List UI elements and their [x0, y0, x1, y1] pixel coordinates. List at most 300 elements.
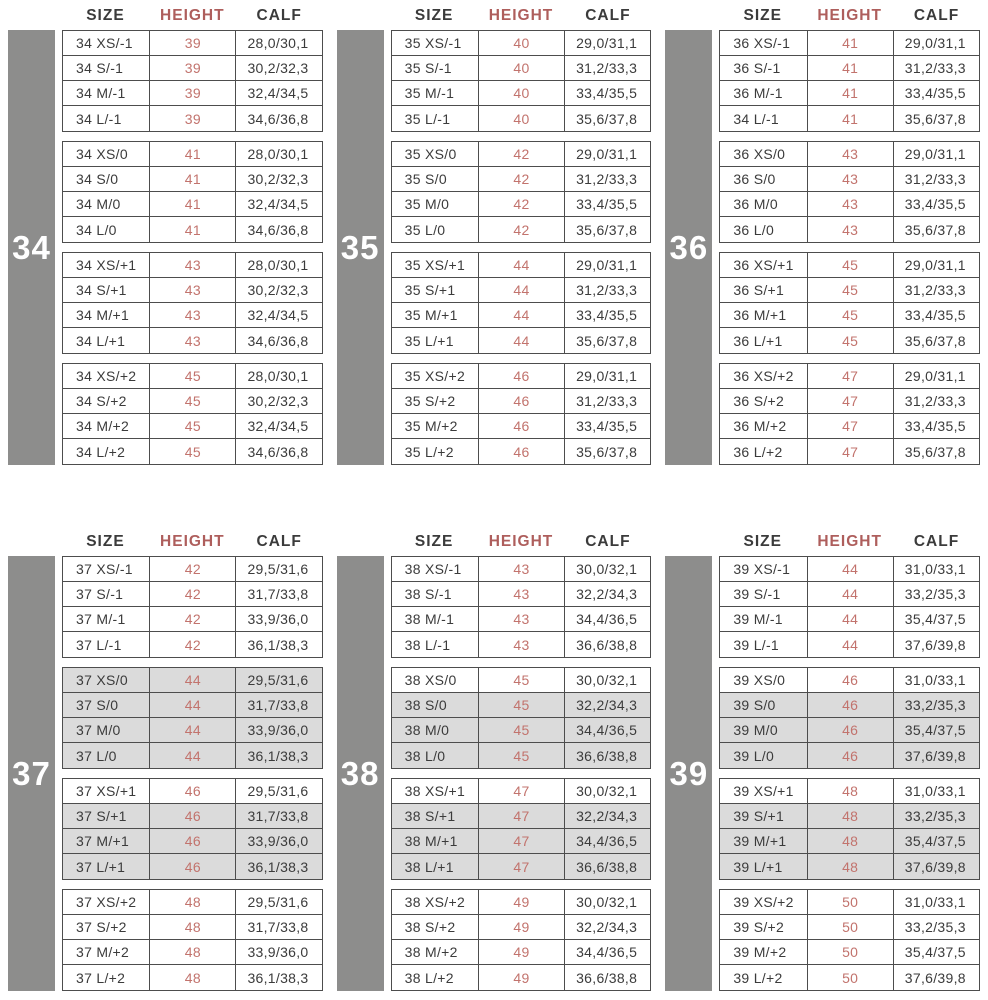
column-header-calf: CALF [585, 533, 631, 550]
row-group-3 [62, 889, 323, 991]
table-row [63, 854, 322, 879]
calf-cell: 32,4/34,5 [235, 192, 321, 216]
table-header-row [719, 528, 980, 556]
calf-cell: 32,4/34,5 [235, 414, 321, 438]
height-cell: 42 [478, 217, 564, 242]
calf-cell: 33,9/36,0 [235, 940, 321, 964]
table-row [392, 582, 651, 607]
calf-cell: 31,2/33,3 [564, 389, 650, 413]
calf-cell: 29,5/31,6 [235, 779, 321, 803]
size-band-label: 35 [340, 228, 380, 266]
size-table-36 [665, 2, 980, 465]
calf-cell: 34,4/36,5 [564, 607, 650, 631]
row-group-0 [391, 30, 652, 132]
size-band-label: 37 [12, 754, 51, 792]
row-group-1 [391, 667, 652, 769]
table-row [720, 303, 979, 328]
table-row [63, 804, 322, 829]
calf-cell: 31,2/33,3 [893, 278, 979, 302]
size-cell: 37 L/-1 [76, 636, 122, 653]
size-table-34 [8, 2, 323, 465]
table-row [63, 890, 322, 915]
table-row [63, 632, 322, 657]
size-cell: 34 L/-1 [76, 110, 122, 127]
height-cell: 41 [149, 167, 235, 191]
table-row [392, 557, 651, 582]
size-cell: 34 XS/+2 [76, 368, 137, 384]
column-header-size: SIZE [86, 7, 125, 24]
table-row [720, 167, 979, 192]
size-cell: 36 XS/-1 [733, 35, 791, 51]
row-group-0 [62, 556, 323, 658]
size-cell: 38 M/+2 [404, 944, 458, 960]
size-table-37 [8, 528, 323, 991]
size-cell: 39 S/-1 [733, 586, 781, 602]
calf-cell: 32,4/34,5 [235, 81, 321, 105]
size-cell: 34 XS/-1 [76, 35, 133, 51]
size-cell: 36 M/+2 [733, 418, 787, 434]
height-cell: 47 [807, 439, 893, 464]
height-cell: 44 [149, 743, 235, 768]
calf-cell: 28,0/30,1 [235, 364, 321, 388]
row-group-3 [719, 363, 980, 465]
row-group-0 [719, 556, 980, 658]
size-cell: 36 S/+1 [733, 282, 785, 298]
calf-cell: 35,6/37,8 [564, 328, 650, 353]
height-cell: 46 [478, 389, 564, 413]
size-cell: 39 S/+1 [733, 808, 785, 824]
height-cell: 44 [478, 303, 564, 327]
size-cell: 34 M/+2 [76, 418, 130, 434]
row-group-1 [62, 141, 323, 243]
table-row [63, 940, 322, 965]
table-row [63, 303, 322, 328]
height-cell: 44 [149, 668, 235, 692]
size-cell: 36 S/+2 [733, 393, 785, 409]
height-cell: 46 [149, 829, 235, 853]
column-header-height: HEIGHT [817, 533, 882, 550]
height-cell: 46 [478, 439, 564, 464]
height-cell: 48 [807, 779, 893, 803]
column-header-height: HEIGHT [488, 533, 554, 550]
size-cell: 37 L/+2 [76, 969, 126, 986]
table-row [392, 743, 651, 768]
table-row [63, 915, 322, 940]
calf-cell: 31,2/33,3 [893, 167, 979, 191]
table-header-row [62, 528, 323, 556]
size-band-37 [8, 556, 55, 991]
height-cell: 45 [478, 743, 564, 768]
size-cell: 34 L/-1 [733, 110, 780, 127]
height-cell: 48 [807, 829, 893, 853]
calf-cell: 31,7/33,8 [235, 582, 321, 606]
table-row [720, 607, 979, 632]
table-row [63, 81, 322, 106]
row-group-0 [391, 556, 652, 658]
size-cell: 38 S/+2 [404, 919, 456, 935]
table-row [392, 217, 651, 242]
calf-cell: 34,6/36,8 [235, 439, 321, 464]
column-header-height: HEIGHT [817, 7, 882, 24]
size-cell: 39 M/0 [733, 722, 778, 738]
height-cell: 50 [807, 890, 893, 914]
table-row [720, 439, 979, 464]
height-cell: 43 [478, 607, 564, 631]
row-group-3 [719, 889, 980, 991]
size-cell: 37 S/0 [76, 697, 119, 713]
height-cell: 46 [478, 364, 564, 388]
height-cell: 40 [478, 56, 564, 80]
table-row [720, 718, 979, 743]
size-cell: 35 M/+2 [404, 418, 458, 434]
row-group-3 [391, 889, 652, 991]
height-cell: 44 [478, 253, 564, 277]
calf-cell: 33,2/35,3 [893, 804, 979, 828]
size-cell: 35 L/0 [404, 221, 446, 238]
size-cell: 37 XS/0 [76, 672, 128, 688]
height-cell: 40 [478, 106, 564, 131]
calf-cell: 31,0/33,1 [893, 779, 979, 803]
table-row [720, 743, 979, 768]
row-group-2 [62, 778, 323, 880]
size-table-35 [337, 2, 652, 465]
size-cell: 34 S/+2 [76, 393, 127, 409]
height-cell: 43 [149, 303, 235, 327]
table-row [720, 328, 979, 353]
height-cell: 43 [807, 192, 893, 216]
calf-cell: 31,7/33,8 [235, 693, 321, 717]
calf-cell: 30,2/32,3 [235, 278, 321, 302]
height-cell: 44 [149, 693, 235, 717]
calf-cell: 33,9/36,0 [235, 718, 321, 742]
column-header-size: SIZE [86, 533, 125, 550]
height-cell: 41 [807, 106, 893, 131]
size-cell: 34 S/0 [76, 171, 119, 187]
row-group-3 [62, 363, 323, 465]
calf-cell: 31,0/33,1 [893, 668, 979, 692]
column-header-size: SIZE [743, 7, 782, 24]
height-cell: 46 [149, 854, 235, 879]
table-row [392, 167, 651, 192]
calf-cell: 36,6/38,8 [564, 632, 650, 657]
size-chart-table [719, 528, 980, 991]
calf-cell: 35,6/37,8 [893, 328, 979, 353]
size-chart-table [391, 2, 652, 465]
size-cell: 39 M/+1 [733, 833, 787, 849]
row-group-0 [62, 30, 323, 132]
calf-cell: 29,0/31,1 [893, 142, 979, 166]
height-cell: 45 [807, 328, 893, 353]
size-chart-table [62, 528, 323, 991]
size-cell: 39 L/+1 [733, 858, 783, 875]
row-group-1 [391, 141, 652, 243]
height-cell: 43 [149, 278, 235, 302]
calf-cell: 31,2/33,3 [893, 56, 979, 80]
size-cell: 37 XS/+1 [76, 783, 137, 799]
height-cell: 43 [807, 217, 893, 242]
table-row [63, 364, 322, 389]
height-cell: 49 [478, 940, 564, 964]
size-cell: 39 XS/+2 [733, 894, 794, 910]
calf-cell: 30,2/32,3 [235, 56, 321, 80]
size-cell: 38 XS/0 [404, 672, 457, 688]
calf-cell: 35,4/37,5 [893, 718, 979, 742]
size-cell: 37 M/+2 [76, 944, 130, 960]
height-cell: 48 [149, 915, 235, 939]
calf-cell: 34,4/36,5 [564, 940, 650, 964]
size-cell: 35 S/-1 [404, 60, 452, 76]
row-group-2 [719, 252, 980, 354]
row-group-2 [62, 252, 323, 354]
calf-cell: 34,6/36,8 [235, 328, 321, 353]
calf-cell: 30,2/32,3 [235, 167, 321, 191]
size-cell: 36 L/+2 [733, 443, 783, 460]
size-cell: 39 S/+2 [733, 919, 785, 935]
column-header-height: HEIGHT [160, 533, 225, 550]
calf-cell: 29,5/31,6 [235, 557, 321, 581]
height-cell: 46 [149, 779, 235, 803]
row-group-2 [391, 778, 652, 880]
calf-cell: 33,9/36,0 [235, 829, 321, 853]
size-cell: 38 XS/+2 [404, 894, 466, 910]
height-cell: 47 [807, 364, 893, 388]
size-cell: 36 S/0 [733, 171, 776, 187]
calf-cell: 33,4/35,5 [893, 414, 979, 438]
height-cell: 50 [807, 965, 893, 990]
calf-cell: 30,0/32,1 [564, 668, 650, 692]
height-cell: 41 [807, 81, 893, 105]
table-header-row [391, 528, 652, 556]
size-cell: 36 XS/0 [733, 146, 786, 162]
calf-cell: 37,6/39,8 [893, 632, 979, 657]
size-cell: 37 S/-1 [76, 586, 124, 602]
table-row [720, 364, 979, 389]
height-cell: 46 [807, 718, 893, 742]
size-cell: 39 M/+2 [733, 944, 787, 960]
size-cell: 38 M/+1 [404, 833, 458, 849]
table-row [392, 278, 651, 303]
table-row [720, 668, 979, 693]
height-cell: 43 [807, 142, 893, 166]
size-cell: 38 M/-1 [404, 611, 455, 627]
table-row [392, 192, 651, 217]
table-row [392, 56, 651, 81]
row-group-2 [391, 252, 652, 354]
calf-cell: 29,0/31,1 [564, 364, 650, 388]
table-row [392, 779, 651, 804]
calf-cell: 31,2/33,3 [564, 278, 650, 302]
height-cell: 44 [478, 328, 564, 353]
height-cell: 41 [149, 142, 235, 166]
size-cell: 38 L/0 [404, 747, 446, 764]
height-cell: 39 [149, 56, 235, 80]
calf-cell: 32,4/34,5 [235, 303, 321, 327]
height-cell: 47 [478, 854, 564, 879]
column-header-calf: CALF [256, 7, 302, 24]
calf-cell: 35,6/37,8 [893, 439, 979, 464]
size-cell: 37 XS/-1 [76, 561, 133, 577]
height-cell: 46 [807, 743, 893, 768]
calf-cell: 30,2/32,3 [235, 389, 321, 413]
calf-cell: 31,7/33,8 [235, 915, 321, 939]
calf-cell: 33,2/35,3 [893, 582, 979, 606]
height-cell: 42 [478, 167, 564, 191]
size-cell: 37 XS/+2 [76, 894, 137, 910]
size-band-36 [665, 30, 712, 465]
table-row [63, 414, 322, 439]
size-cell: 39 L/0 [733, 747, 775, 764]
table-row [392, 940, 651, 965]
calf-cell: 31,0/33,1 [893, 557, 979, 581]
height-cell: 47 [478, 804, 564, 828]
calf-cell: 36,6/38,8 [564, 965, 650, 990]
size-band-39 [665, 556, 712, 991]
calf-cell: 33,4/35,5 [564, 303, 650, 327]
row-group-3 [391, 363, 652, 465]
size-cell: 35 XS/-1 [404, 35, 462, 51]
calf-cell: 33,2/35,3 [893, 915, 979, 939]
row-group-0 [719, 30, 980, 132]
calf-cell: 35,4/37,5 [893, 829, 979, 853]
table-row [63, 389, 322, 414]
height-cell: 43 [807, 167, 893, 191]
table-row [63, 106, 322, 131]
height-cell: 48 [807, 804, 893, 828]
height-cell: 45 [807, 278, 893, 302]
height-cell: 42 [149, 607, 235, 631]
height-cell: 41 [807, 56, 893, 80]
column-header-calf: CALF [256, 533, 302, 550]
table-row [720, 890, 979, 915]
calf-cell: 30,0/32,1 [564, 779, 650, 803]
table-row [63, 829, 322, 854]
calf-cell: 35,6/37,8 [893, 217, 979, 242]
size-cell: 38 S/0 [404, 697, 447, 713]
column-header-size: SIZE [414, 7, 454, 24]
height-cell: 45 [478, 693, 564, 717]
table-row [720, 81, 979, 106]
table-row [720, 804, 979, 829]
calf-cell: 37,6/39,8 [893, 743, 979, 768]
table-row [392, 668, 651, 693]
size-band-35 [337, 30, 384, 465]
size-cell: 39 M/-1 [733, 611, 783, 627]
size-cell: 34 M/0 [76, 196, 121, 212]
calf-cell: 29,0/31,1 [893, 31, 979, 55]
table-row [392, 31, 651, 56]
height-cell: 45 [478, 668, 564, 692]
table-row [392, 414, 651, 439]
size-cell: 35 L/+1 [404, 332, 454, 349]
table-row [392, 81, 651, 106]
size-cell: 37 S/+2 [76, 919, 127, 935]
size-cell: 38 S/-1 [404, 586, 452, 602]
size-chart-table [719, 2, 980, 465]
size-cell: 37 M/0 [76, 722, 121, 738]
size-cell: 39 L/-1 [733, 636, 780, 653]
height-cell: 46 [149, 804, 235, 828]
height-cell: 45 [807, 303, 893, 327]
table-row [392, 718, 651, 743]
height-cell: 42 [149, 582, 235, 606]
height-cell: 47 [807, 414, 893, 438]
table-row [63, 557, 322, 582]
calf-cell: 35,6/37,8 [564, 217, 650, 242]
height-cell: 41 [149, 217, 235, 242]
table-row [720, 965, 979, 990]
column-header-calf: CALF [585, 7, 631, 24]
size-cell: 34 S/-1 [76, 60, 124, 76]
height-cell: 47 [478, 779, 564, 803]
height-cell: 41 [149, 192, 235, 216]
calf-cell: 31,0/33,1 [893, 890, 979, 914]
calf-cell: 33,4/35,5 [564, 414, 650, 438]
size-cell: 38 XS/-1 [404, 561, 462, 577]
table-row [720, 56, 979, 81]
size-cell: 36 XS/+1 [733, 257, 794, 273]
calf-cell: 29,0/31,1 [564, 142, 650, 166]
table-row [63, 607, 322, 632]
calf-cell: 36,1/38,3 [235, 632, 321, 657]
calf-cell: 31,7/33,8 [235, 804, 321, 828]
table-row [392, 854, 651, 879]
table-row [720, 632, 979, 657]
table-row [63, 328, 322, 353]
table-row [720, 389, 979, 414]
table-row [63, 743, 322, 768]
table-row [392, 439, 651, 464]
column-header-size: SIZE [414, 533, 454, 550]
height-cell: 48 [807, 854, 893, 879]
calf-cell: 36,1/38,3 [235, 743, 321, 768]
height-cell: 45 [149, 364, 235, 388]
size-chart-table [391, 528, 652, 991]
table-row [392, 607, 651, 632]
table-row [720, 414, 979, 439]
table-row [720, 31, 979, 56]
calf-cell: 29,0/31,1 [564, 31, 650, 55]
height-cell: 46 [807, 668, 893, 692]
size-table-39 [665, 528, 980, 991]
height-cell: 44 [478, 278, 564, 302]
size-table-38 [337, 528, 652, 991]
size-cell: 39 XS/+1 [733, 783, 794, 799]
size-cell: 39 L/+2 [733, 969, 783, 986]
column-header-calf: CALF [913, 533, 960, 550]
height-cell: 49 [478, 890, 564, 914]
calf-cell: 33,9/36,0 [235, 607, 321, 631]
table-row [63, 582, 322, 607]
size-cell: 35 S/+2 [404, 393, 456, 409]
height-cell: 45 [807, 253, 893, 277]
calf-cell: 33,4/35,5 [564, 192, 650, 216]
calf-cell: 32,2/34,3 [564, 915, 650, 939]
size-band-label: 38 [340, 754, 380, 792]
height-cell: 49 [478, 915, 564, 939]
table-row [720, 142, 979, 167]
height-cell: 50 [807, 915, 893, 939]
calf-cell: 29,0/31,1 [893, 364, 979, 388]
height-cell: 46 [807, 693, 893, 717]
row-group-2 [719, 778, 980, 880]
height-cell: 48 [149, 940, 235, 964]
calf-cell: 33,2/35,3 [893, 693, 979, 717]
size-cell: 37 L/+1 [76, 858, 126, 875]
table-row [392, 303, 651, 328]
height-cell: 41 [807, 31, 893, 55]
column-header-size: SIZE [743, 533, 782, 550]
calf-cell: 35,6/37,8 [564, 439, 650, 464]
